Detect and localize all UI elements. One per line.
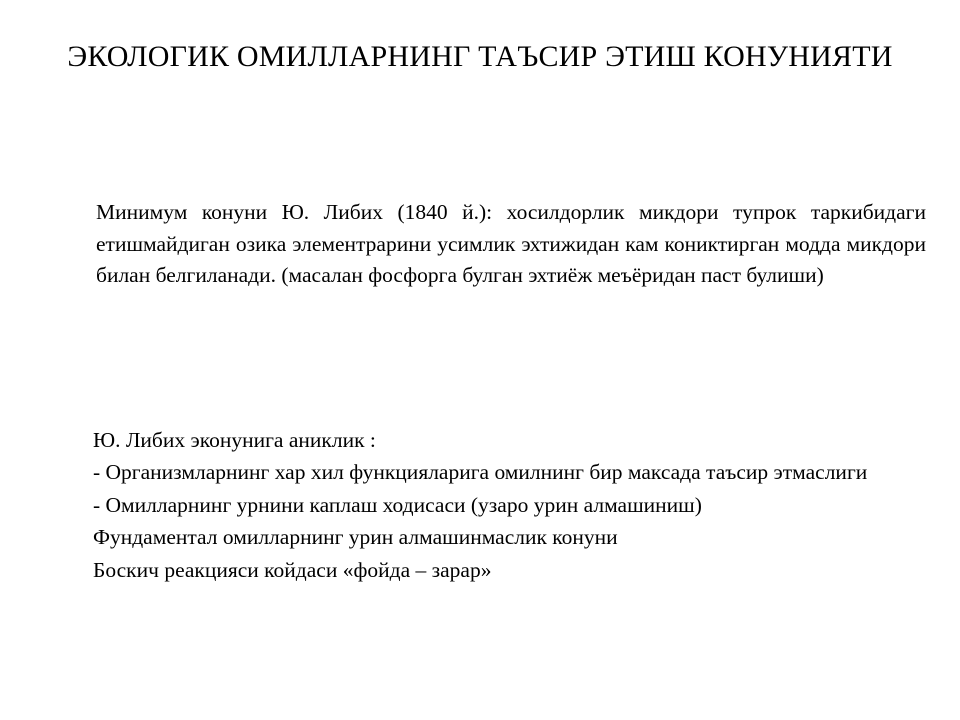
section-clarifications [93,425,933,587]
paragraph-minimum-law [96,197,926,293]
section-heading: Ю. Либих эконунига аниклик : [93,428,376,452]
paragraph-minimum-law-text: Минимум конуни Ю. Либих (1840 й.): хосилдорлик микдори тупрок таркибидаги етишмайдиган озика элементрарини усимлик эхтижидан кам кониктирган модда микдори билан белгиланади. (масалан фосфорга булган эхтиёж меъёридан паст булиши) [96,200,926,288]
list-item: - Организмларнинг хар хил функцияларига омилнинг бир максада таъсир этмаслиги [93,460,868,485]
list-item: Фундаментал омилларнинг урин алмашинмаслик конуни [93,525,618,550]
list-item: Боскич реакцияси койдаси «фойда – зарар» [93,557,492,582]
list-item: - Омилларнинг урнини каплаш ходисаси (узаро урин алмашиниш) [93,492,702,517]
page-title: ЭКОЛОГИК ОМИЛЛАРНИНГ ТАЪСИР ЭТИШ КОНУНИЯТИ [67,40,893,73]
